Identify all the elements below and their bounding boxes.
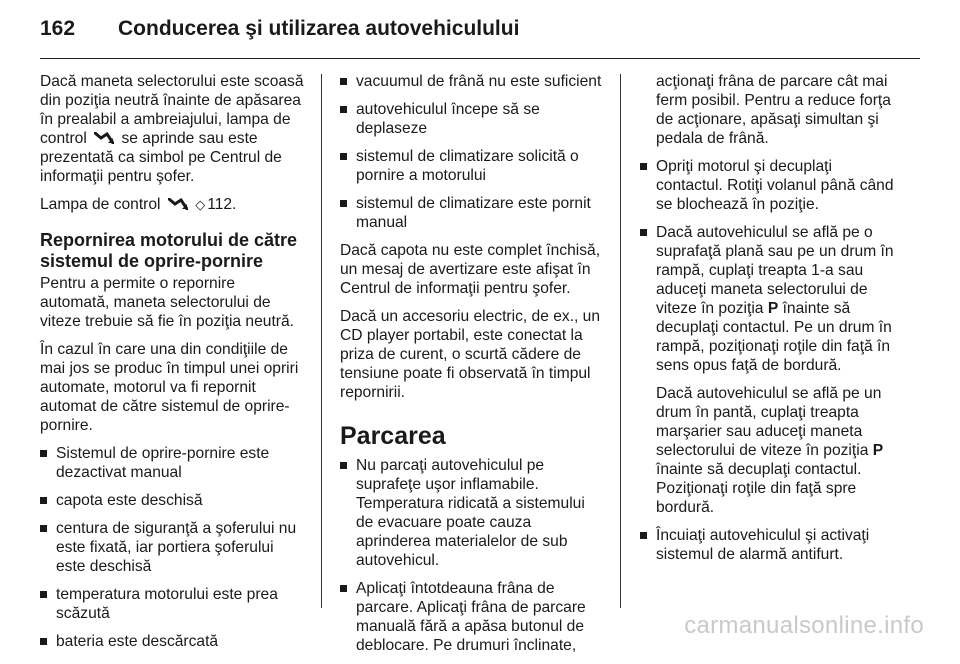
watermark: carmanualsonline.info	[684, 612, 924, 639]
bullet-icon	[40, 591, 47, 598]
list-item: bateria este descărcată	[40, 632, 304, 651]
paragraph: Dacă autovehiculul se află pe un drum în pantă, cuplaţi treapta marşarier sau aduceţi maneta selectorului de viteze în poziţia P înainte să decuplaţi contactul. Poziţionaţi roţile din faţă spre bordură.	[656, 385, 884, 516]
bullet-list	[40, 444, 304, 651]
paragraph: Dacă un accesoriu electric, de ex., un CD player portabil, este conectat la priza de curent, o scurtă cădere de tensiune poate fi observată în timpul repornirii.	[340, 308, 601, 401]
bullet-icon	[40, 450, 47, 457]
list-item: Sistemul de oprire-pornire este dezactivat manual	[40, 444, 304, 482]
column-2	[340, 72, 606, 664]
list-item-continued: acţionaţi frâna de parcare cât mai ferm posibil. Pentru a reduce forţa de acţionare, apăsaţi simultan şi pedala de frână.	[656, 73, 891, 147]
header-rule	[40, 58, 920, 59]
list-item: Nu parcaţi autovehiculul pe suprafeţe uşor inflamabile. Temperatura ridicată a sistemului de evacuare poate cauza aprinderea materialelor de sub autovehicul.	[340, 456, 606, 570]
list-item: temperatura motorului este prea scăzută	[40, 585, 304, 623]
section-heading-parcarea: Parcarea	[340, 422, 446, 450]
page-number: 162	[40, 17, 76, 40]
list-item: Încuiaţi autovehiculul şi activaţi sistemul de alarmă antifurt.	[640, 526, 902, 564]
list-item: Dacă autovehiculul se află pe o suprafaţă plană sau pe un drum în rampă, cuplaţi treapta 1-a sau aduceţi maneta selectorului de viteze în poziţia P înainte să decuplaţi contactul. Pe un drum în rampă, poziţionaţi roţile din faţă în sens opus faţă de bordură. Dacă autovehiculul se află pe un drum în pantă, cuplaţi treapta marşarier sau aduceţi maneta selectorului de viteze în poziţia P înainte să decuplaţi contactul. Poziţionaţi roţile din faţă spre bordură.	[640, 223, 902, 517]
page-title: Conducerea şi utilizarea autovehiculului	[118, 17, 520, 40]
list-item: sistemul de climatizare solicită o pornire a motorului	[340, 147, 606, 185]
list-item: capota este deschisă	[40, 491, 304, 510]
list-item: centura de siguranţă a şoferului nu este fixată, iar portiera şoferului este deschisă	[40, 519, 304, 576]
list-item: Aplicaţi întotdeauna frâna de parcare. Aplicaţi frâna de parcare manuală fără a apăsa butonul de deblocare. Pe drumuri înclinate,	[340, 579, 606, 655]
bullet-list	[640, 72, 902, 564]
page-header	[40, 12, 519, 46]
column-divider	[321, 74, 322, 608]
bullet-icon	[340, 153, 347, 160]
bullet-icon	[340, 462, 347, 469]
page-reference-icon: ◇	[195, 197, 206, 212]
bullet-list	[340, 72, 606, 232]
page-reference[interactable]: 112.	[207, 196, 237, 213]
section-heading: Repornirea motorului de către sistemul de oprire-pornire	[40, 230, 298, 271]
bullet-icon	[340, 200, 347, 207]
list-item: sistemul de climatizare este pornit manual	[340, 194, 606, 232]
column-3	[640, 72, 902, 573]
list-item: Opriţi motorul şi decuplaţi contactul. Rotiţi volanul până când se blochează în poziţie.	[640, 157, 902, 214]
paragraph: În cazul în care una din condiţiile de mai jos se produc în timpul unei opriri automate, motorul va fi repornit automat de către sistemul de oprire-pornire.	[40, 341, 299, 434]
list-item: vacuumul de frână nu este suficient	[340, 72, 606, 91]
bullet-icon	[340, 106, 347, 113]
paragraph: Lampa de control ◇ 112.	[40, 196, 237, 213]
paragraph: Dacă capota nu este complet închisă, un mesaj de avertizare este afişat în Centrul de informaţii pentru şofer.	[340, 242, 601, 297]
eco-stop-start-lamp-icon	[94, 132, 114, 144]
column-1	[40, 72, 304, 660]
bullet-list	[340, 456, 606, 655]
bullet-icon	[340, 78, 347, 85]
bullet-icon	[40, 525, 47, 532]
bullet-icon	[640, 532, 647, 539]
paragraph: Pentru a permite o repornire automată, maneta selectorului de viteze trebuie să fie în poziţia neutră.	[40, 275, 294, 330]
eco-stop-start-lamp-icon	[168, 198, 188, 210]
bullet-icon	[640, 229, 647, 236]
bullet-icon	[40, 497, 47, 504]
column-divider	[620, 74, 621, 608]
bullet-icon	[640, 163, 647, 170]
list-item: autovehiculul începe să se deplaseze	[340, 100, 606, 138]
bullet-icon	[340, 585, 347, 592]
paragraph: Dacă maneta selectorului este scoasă din poziţia neutră înainte de apăsarea în prealabil a ambreiajului, lampa de control se aprinde sau este prezentată ca simbol pe Centrul de informaţii pentru şofer.	[40, 73, 304, 185]
